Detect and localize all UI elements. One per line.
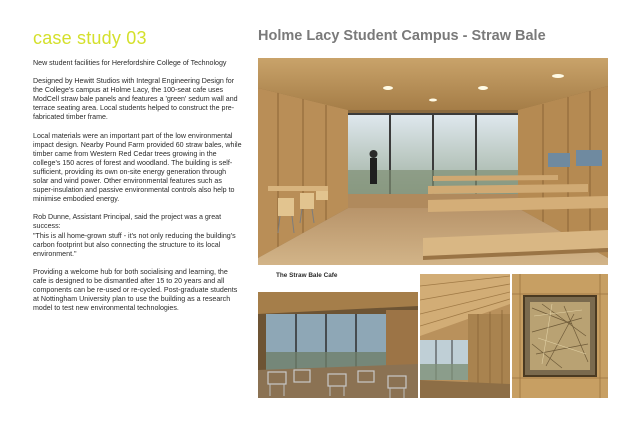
page-title: Holme Lacy Student Campus - Straw Bale [258, 28, 546, 44]
cafe-interior-photo [258, 58, 608, 265]
body-text-column [33, 59, 243, 322]
timber-interior-photo [420, 274, 510, 398]
paragraph-materials: Local materials were an important part of the low environmental impact design. Nearby Pound Farm provided 60 straw bales, while timber came from Western Red Cedar trees growing in the college's 150 acres of forest and woodland. The building is self-sufficient, providing its own on-site energy generation through solar and wind power. Other environmental features such as super-insulation and passive environmental controls also help to minimise embodied energy. [33, 131, 242, 204]
cafe-seating-photo [258, 292, 418, 398]
straw-bale-window-photo [512, 274, 608, 398]
case-study-heading: case study 03 [33, 28, 147, 48]
main-photo-caption: The Straw Bale Cafe [276, 272, 338, 279]
subtitle: New student facilities for Herefordshire College of Technology [33, 59, 227, 67]
quote: "This is all home-grown stuff - it's not only reducing the building's carbon footprint but also connecting the structure to its local environment." [33, 231, 236, 258]
paragraph-quote-intro: Rob Dunne, Assistant Principal, said the project was a great success: [33, 213, 222, 231]
paragraph-design: Designed by Hewitt Studios with Integral Engineering Design for the College's campus at Holme Lacy, the 100-seat cafe uses ModCell straw bale panels and features a 'green' sedum wall and terrace seating area. Local students helped to construct the pre-fabricated timber frame. [33, 77, 238, 122]
paragraph-hub: Providing a welcome hub for both socialising and learning, the cafe is designed to be dismantled after 15 to 20 years and all components can be re-used or re-cycled. Post-graduate students at Nottingham University plan to use the building as a research model to test new environmental technologies. [33, 267, 238, 313]
